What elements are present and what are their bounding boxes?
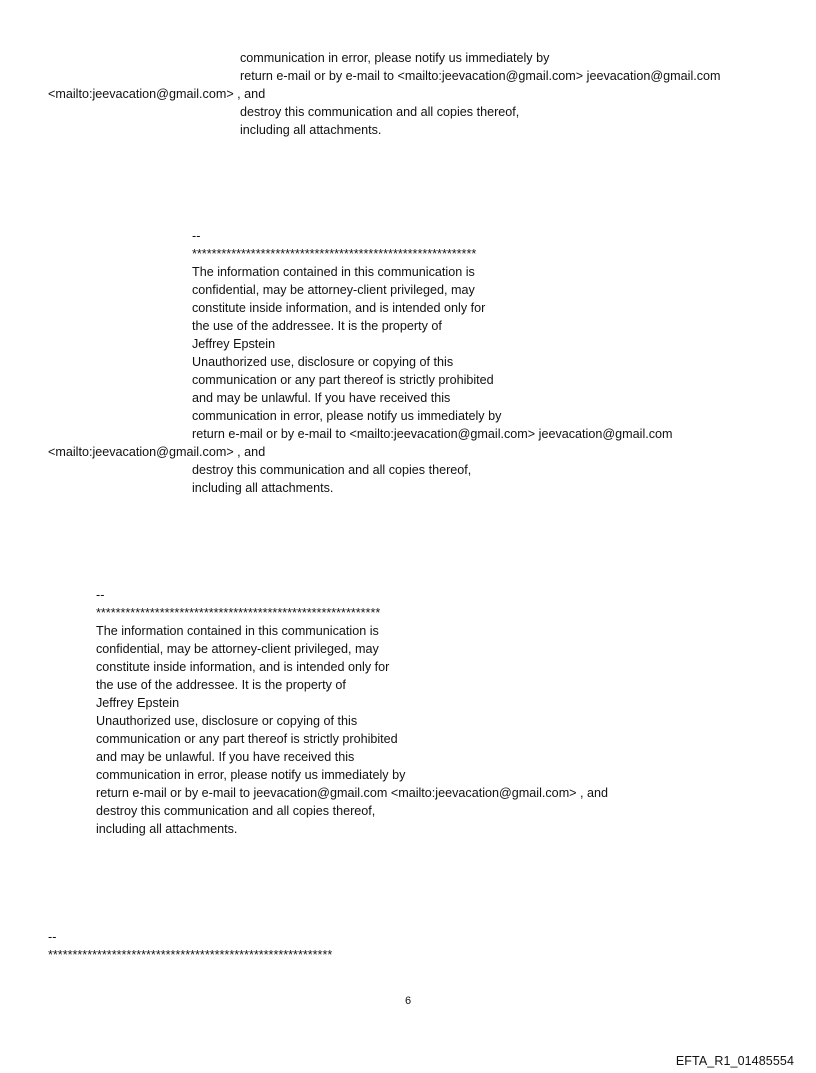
text-line: the use of the addressee. It is the property of — [96, 678, 346, 692]
text-line: -- — [192, 229, 201, 243]
text-line: The information contained in this communication is — [192, 265, 475, 279]
text-line: destroy this communication and all copies thereof, — [96, 804, 376, 818]
text-line: confidential, may be attorney-client privileged, may — [192, 283, 475, 297]
text-line: The information contained in this communication is — [96, 624, 379, 638]
text-line: <mailto:jeevacation@gmail.com> , and — [48, 445, 266, 459]
text-line: constitute inside information, and is intended only for — [96, 660, 390, 674]
text-line: destroy this communication and all copies thereof, — [240, 105, 520, 119]
text-line: -- — [48, 930, 57, 944]
text-line: the use of the addressee. It is the property of — [192, 319, 442, 333]
page-number: 6 — [404, 995, 412, 1007]
text-line: and may be unlawful. If you have received this — [96, 750, 355, 764]
text-line: return e-mail or by e-mail to jeevacation@gmail.com <mailto:jeevacation@gmail.com> , and — [96, 786, 609, 800]
text-line: Jeffrey Epstein — [192, 337, 276, 351]
text-line: <mailto:jeevacation@gmail.com> , and — [48, 87, 266, 101]
text-line: return e-mail or by e-mail to <mailto:jeevacation@gmail.com> jeevacation@gmail.com — [192, 427, 673, 441]
text-line: ********************************************************** — [192, 247, 477, 261]
text-line: Jeffrey Epstein — [96, 696, 180, 710]
text-line: including all attachments. — [240, 123, 382, 137]
text-line: communication in error, please notify us immediately by — [192, 409, 502, 423]
text-line: return e-mail or by e-mail to <mailto:jeevacation@gmail.com> jeevacation@gmail.com — [240, 69, 721, 83]
text-line: destroy this communication and all copies thereof, — [192, 463, 472, 477]
text-line: Unauthorized use, disclosure or copying of this — [192, 355, 454, 369]
text-line: ********************************************************** — [96, 606, 381, 620]
text-line: communication in error, please notify us immediately by — [96, 768, 406, 782]
document-id: EFTA_R1_01485554 — [675, 1054, 794, 1068]
text-line: constitute inside information, and is intended only for — [192, 301, 486, 315]
text-line: ********************************************************** — [48, 948, 333, 962]
text-line: communication in error, please notify us immediately by — [240, 51, 550, 65]
text-line: -- — [96, 588, 105, 602]
text-line: including all attachments. — [96, 822, 238, 836]
text-line: communication or any part thereof is strictly prohibited — [192, 373, 494, 387]
text-line: Unauthorized use, disclosure or copying of this — [96, 714, 358, 728]
text-line: communication or any part thereof is strictly prohibited — [96, 732, 398, 746]
text-line: confidential, may be attorney-client privileged, may — [96, 642, 379, 656]
text-line: including all attachments. — [192, 481, 334, 495]
text-line: and may be unlawful. If you have received this — [192, 391, 451, 405]
